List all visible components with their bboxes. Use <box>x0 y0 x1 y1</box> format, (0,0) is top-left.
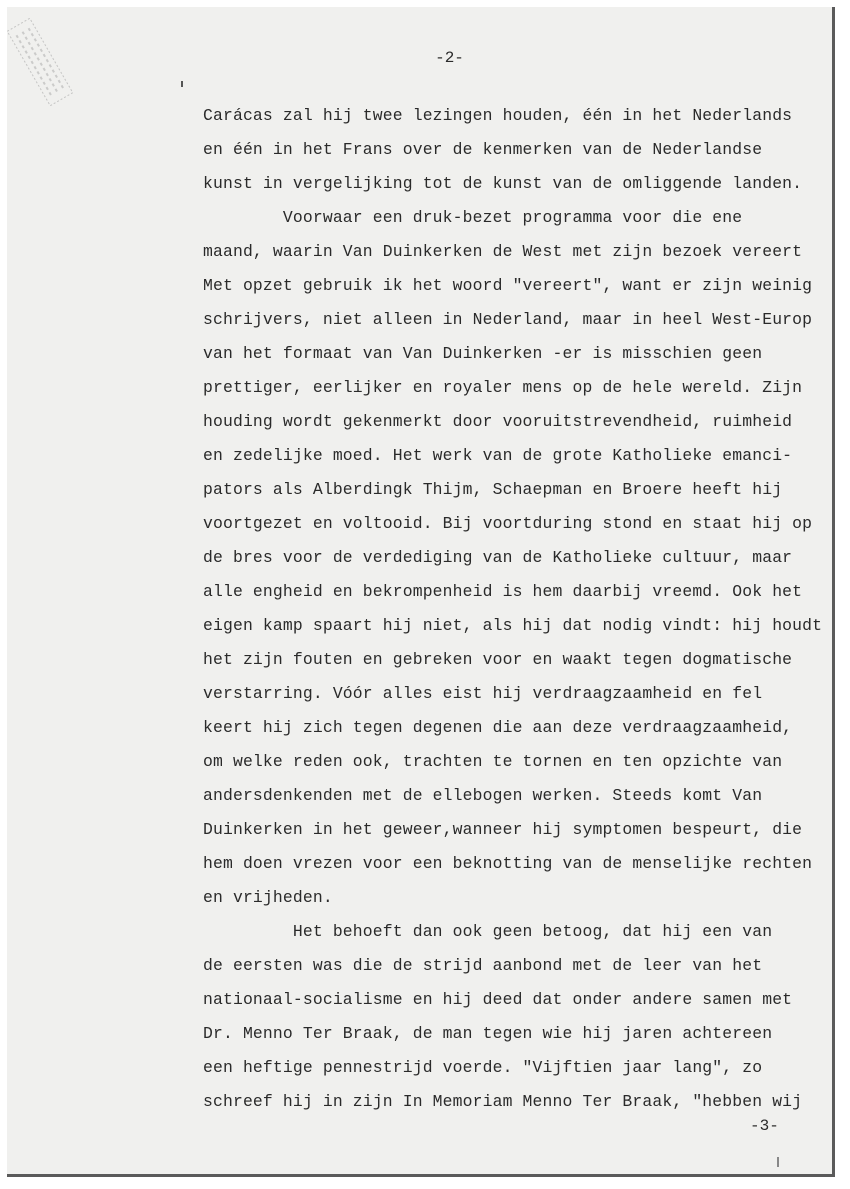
text-line: prettiger, eerlijker en royaler mens op de hele wereld. Zijn <box>203 378 803 397</box>
page-number-top: -2- <box>435 49 464 67</box>
text-line: schreef hij in zijn In Memoriam Menno Ter Braak, "hebben wij <box>203 1092 803 1111</box>
text-line: de eersten was die de strijd aanbond met de leer van het <box>203 956 763 975</box>
document-page <box>7 7 835 1177</box>
margin-mark <box>777 1157 779 1167</box>
text-line: en zedelijke moed. Het werk van de grote Katholieke emanci- <box>203 446 793 465</box>
text-line: andersdenkenden met de ellebogen werken. Steeds komt Van <box>203 786 763 805</box>
text-line: kunst in vergelijking tot de kunst van de omliggende landen. <box>203 174 803 193</box>
text-line: en vrijheden. <box>203 888 333 907</box>
text-line: pators als Alberdingk Thijm, Schaepman en Broere heeft hij <box>203 480 783 499</box>
text-line: nationaal-socialisme en hij deed dat onder andere samen met <box>203 990 793 1009</box>
text-line: keert hij zich tegen degenen die aan deze verdraagzaamheid, <box>203 718 793 737</box>
text-line: en één in het Frans over de kenmerken van de Nederlandse <box>203 140 763 159</box>
typed-body-text <box>203 99 835 1119</box>
text-line: Carácas zal hij twee lezingen houden, één in het Nederlands <box>203 106 793 125</box>
text-line: van het formaat van Van Duinkerken -er is misschien geen <box>203 344 763 363</box>
text-line: het zijn fouten en gebreken voor en waakt tegen dogmatische <box>203 650 793 669</box>
text-line: een heftige pennestrijd voerde. "Vijftien jaar lang", zo <box>203 1058 763 1077</box>
text-line: verstarring. Vóór alles eist hij verdraagzaamheid en fel <box>203 684 763 703</box>
text-line: Duinkerken in het geweer,wanneer hij symptomen bespeurt, die <box>203 820 803 839</box>
text-line: om welke reden ook, trachten te tornen en ten opzichte van <box>203 752 783 771</box>
text-line: maand, waarin Van Duinkerken de West met zijn bezoek vereert <box>203 242 803 261</box>
text-line: Met opzet gebruik ik het woord "vereert", want er zijn weinig <box>203 276 813 295</box>
text-line: Het behoeft dan ook geen betoog, dat hij een van <box>203 922 773 941</box>
text-line: alle engheid en bekrompenheid is hem daarbij vreemd. Ook het <box>203 582 803 601</box>
text-line: voortgezet en voltooid. Bij voortduring stond en staat hij op <box>203 514 813 533</box>
page-number-bottom: -3- <box>750 1117 779 1135</box>
text-line: houding wordt gekenmerkt door vooruitstrevendheid, ruimheid <box>203 412 793 431</box>
text-line: hem doen vrezen voor een beknotting van de menselijke rechten <box>203 854 813 873</box>
text-line: de bres voor de verdediging van de Katholieke cultuur, maar <box>203 548 793 567</box>
text-line: Dr. Menno Ter Braak, de man tegen wie hij jaren achtereen <box>203 1024 773 1043</box>
text-line: Voorwaar een druk-bezet programma voor die ene <box>203 208 743 227</box>
text-line: schrijvers, niet alleen in Nederland, maar in heel West-Europ <box>203 310 813 329</box>
margin-mark <box>181 81 183 87</box>
text-line: eigen kamp spaart hij niet, als hij dat nodig vindt: hij houdt <box>203 616 823 635</box>
